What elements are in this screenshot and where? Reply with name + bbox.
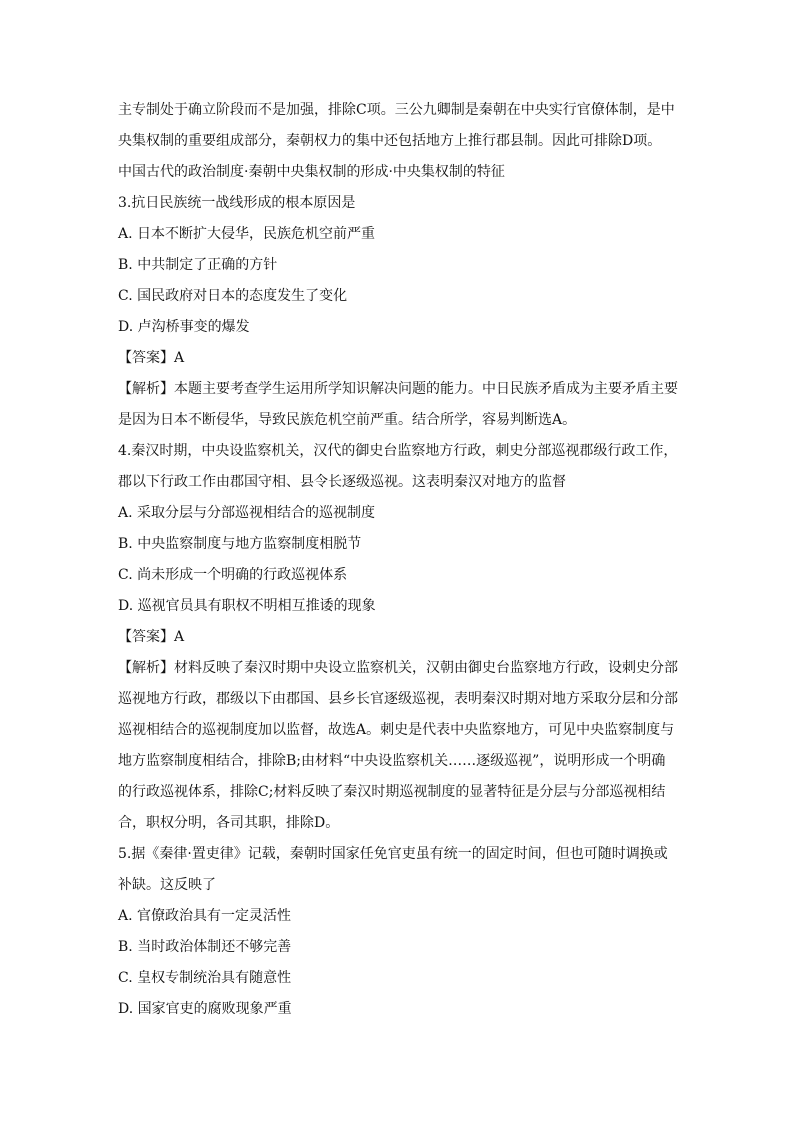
question-5-stem: 补缺。这反映了 bbox=[118, 877, 216, 893]
question-5-option-c: C. 皇权专制统治具有随意性 bbox=[118, 970, 292, 986]
question-5-option-a: A. 官僚政治具有一定灵活性 bbox=[118, 908, 292, 924]
question-3-option-d: D. 卢沟桥事变的爆发 bbox=[118, 319, 250, 335]
question-4-stem: 4.秦汉时期，中央设监察机关，汉代的御史台监察地方行政，刺史分部巡视郡级行政工作， bbox=[118, 443, 678, 459]
document-body bbox=[118, 95, 678, 1025]
text-line: 主专制处于确立阶段而不是加强，排除C项。三公九卿制是秦朝在中央实行官僚体制，是中 bbox=[118, 102, 675, 118]
question-3-answer: 【答案】A bbox=[118, 350, 185, 366]
question-3-analysis: 【解析】本题主要考查学生运用所学知识解决问题的能力。中日民族矛盾成为主要矛盾主要 bbox=[118, 381, 678, 397]
question-4-analysis: 巡视相结合的巡视制度加以监督，故选A。刺史是代表中央监察地方，可见中央监察制度与 bbox=[118, 722, 675, 738]
question-4-analysis: 【解析】材料反映了秦汉时期中央设立监察机关，汉朝由御史台监察地方行政，设刺史分部 bbox=[118, 660, 678, 676]
question-4-analysis: 合，职权分明，各司其职，排除D。 bbox=[118, 815, 340, 831]
question-5-stem: 5.据《秦律·置吏律》记载，秦朝时国家任免官吏虽有统一的固定时间，但也可随时调换或 bbox=[118, 846, 668, 862]
question-4-analysis: 的行政巡视体系，排除C;材料反映了秦汉时期巡视制度的显著特征是分层与分部巡视相结 bbox=[118, 784, 666, 800]
question-5-option-b: B. 当时政治体制还不够完善 bbox=[118, 939, 292, 955]
question-4-analysis: 巡视地方行政，郡级以下由郡国、县乡长官逐级巡视，表明秦汉时期对地方采取分层和分部 bbox=[118, 691, 678, 707]
text-line: 央集权制的重要组成部分，秦朝权力的集中还包括地方上推行郡县制。因此可排除D项。 bbox=[118, 133, 662, 149]
question-4-option-d: D. 巡视官员具有职权不明相互推诿的现象 bbox=[118, 598, 376, 614]
question-4-answer: 【答案】A bbox=[118, 629, 185, 645]
question-3-option-c: C. 国民政府对日本的态度发生了变化 bbox=[118, 288, 348, 304]
question-3-analysis: 是因为日本不断侵华，导致民族危机空前严重。结合所学，容易判断选A。 bbox=[118, 412, 577, 428]
question-4-option-c: C. 尚未形成一个明确的行政巡视体系 bbox=[118, 567, 348, 583]
question-4-stem: 郡以下行政工作由郡国守相、县令长逐级巡视。这表明秦汉对地方的监督 bbox=[118, 474, 566, 490]
question-3-option-a: A. 日本不断扩大侵华，民族危机空前严重 bbox=[118, 226, 376, 242]
question-4-option-b: B. 中央监察制度与地方监察制度相脱节 bbox=[118, 536, 362, 552]
question-4-option-a: A. 采取分层与分部巡视相结合的巡视制度 bbox=[118, 505, 376, 521]
question-3-stem: 3.抗日民族统一战线形成的根本原因是 bbox=[118, 195, 356, 211]
question-3-option-b: B. 中共制定了正确的方针 bbox=[118, 257, 278, 273]
question-4-analysis: 地方监察制度相结合，排除B;由材料“中央设监察机关……逐级巡视”，说明形成一个明确 bbox=[118, 753, 666, 769]
question-5-option-d: D. 国家官吏的腐败现象严重 bbox=[118, 1001, 292, 1017]
topic-tag-line: 中国古代的政治制度·秦朝中央集权制的形成·中央集权制的特征 bbox=[118, 164, 505, 180]
